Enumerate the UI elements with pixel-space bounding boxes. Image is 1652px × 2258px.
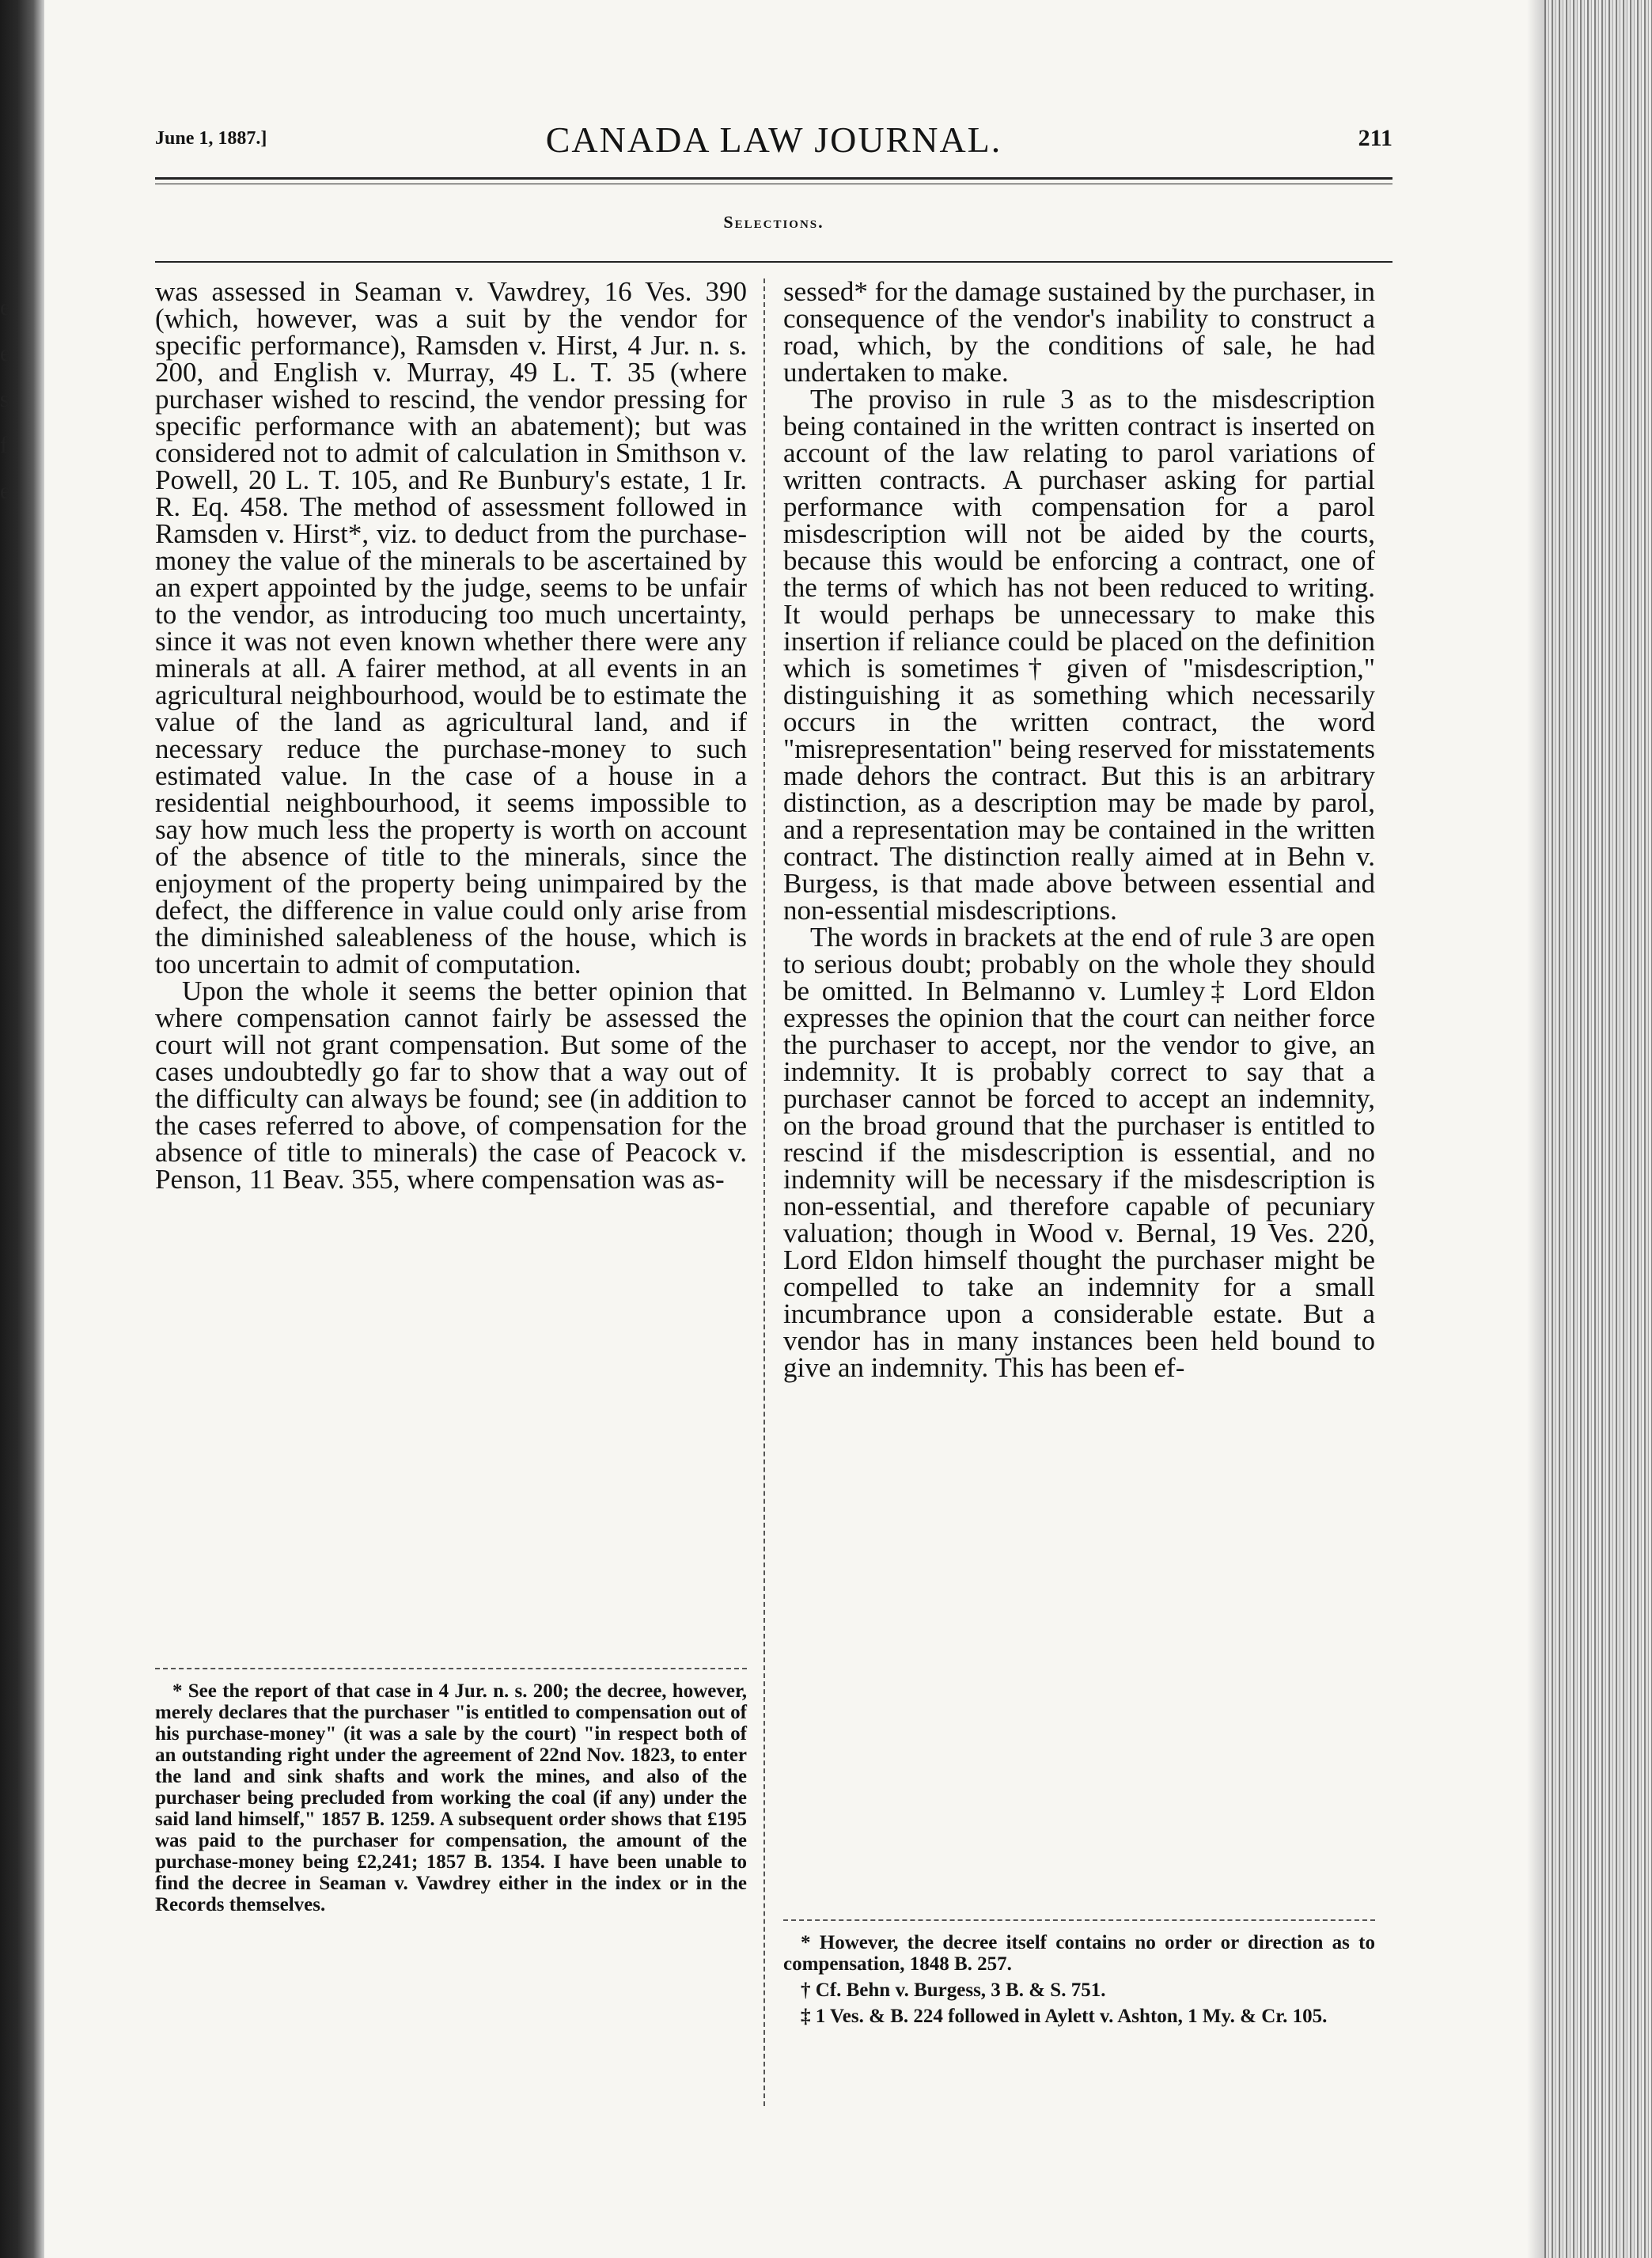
margin-mark: e [0,340,11,366]
body-paragraph: was assessed in Seaman v. Vawdrey, 16 Ves. 390 (which, however, was a suit by the vendor for specific performance), Ramsden v. Hirst, 4 Jur. n. s. 200, and English v. Murray, 49 L. T. 35 (where purchaser wished to rescind, the vendor pressing for specific performance with an abatement); but was considered not to admit of calculation in Smithson v. Powell, 20 L. T. 105, and Re Bunbury's estate, 1 Ir. R. Eq. 458. The method of assessment followed in Ramsden v. Hirst*, viz. to deduct from the purchase-money the value of the minerals to be ascertained by an expert appointed by the judge, seems to be unfair to the vendor, as introducing too much uncertainty, since it was not even known whether there were any minerals at all. A fairer method, at all events in an agricultural neighbourhood, would be to estimate the value of the land as agricultural land, and if necessary reduce the purchase-money to such estimated value. In the case of a house in a residential neighbourhood, it seems impossible to say how much less the property is worth on account of the absence of title to the minerals, since the enjoyment of the property being unimpaired by the defect, the difference in value could only arise from the diminished saleableness of the house, which is too uncertain to admit of computation. [155,276,747,979]
footnote-rule-right [783,1919,1375,1921]
scan-binding-edge-right [1544,0,1652,2258]
margin-mark: f [0,432,8,458]
footnote: * See the report of that case in 4 Jur. n. s. 200; the decree, however, merely declares that the purchaser "is entitled to compensation out of his purchase-money" (it was a sale by the court) "in respect both of an outstanding right under the agreement of 22nd Nov. 1823, to enter the land and sink shafts and work the mines, and also of the purchaser being precluded from working the coal (if any) under the said land himself," 1857 B. 1259. A subsequent order shows that £195 was paid to the purchaser for compensation, the amount of the purchase-money being £2,241; 1857 B. 1354. I have been unable to find the decree in Seaman v. Vawdrey either in the index or in the Records themselves. [155,1680,747,1915]
margin-mark: e [0,478,11,504]
footnotes-right [783,1932,1375,2032]
footnote-rule-left [155,1668,747,1669]
scan-edge-shadow-right [1527,0,1546,2258]
header-rule-thick [155,177,1392,180]
margin-marks [0,285,16,514]
footnote: * However, the decree itself contains no order or direction as to compensation, 1848 B. 257. [783,1932,1375,1975]
section-title: Selections. [723,212,824,232]
body-paragraph: Upon the whole it seems the better opinion that where compensation cannot fairly be assessed the court will not grant compensation. But some of the cases undoubtedly go far to show that a way out of the difficulty can always be found; see (in addition to the cases referred to above, of compensation for the absence of title to minerals) the case of Peacock v. Penson, 11 Beav. 355, where compensation was as- [155,976,747,1195]
page-number: 211 [1358,125,1392,151]
body-paragraph: The proviso in rule 3 as to the misdescription being contained in the written contract is inserted on account of the law relating to parol variations of written contracts. A purchaser asking for partial performance with compensation for a parol misdescription will not be aided by the courts, because this would be enforcing a contract, one of the terms of which has not been reduced to writing. It would perhaps be unnecessary to make this insertion if reliance could be placed on the definition which is sometimes† given of "misdescription," distinguishing it as something which necessarily occurs in the written contract, the word "misrepresentation" being reserved for misstatements made dehors the contract. But this is an arbitrary distinction, as a description may be made by parol, and a representation may be contained in the written contract. The distinction really aimed at in Behn v. Burgess, is that made above between essential and non-essential misdescriptions. [783,384,1375,926]
body-paragraph: The words in brackets at the end of rule 3 are open to serious doubt; probably on the whole they should be omitted. In Belmanno v. Lumley‡ Lord Eldon expresses the opinion that the court can neither force the purchaser to accept, nor the vendor to give, an indemnity. It is probably correct to say that a purchaser cannot be forced to accept an indemnity, on the broad ground that the purchaser is entitled to rescind if the misdescription is essential, and no indemnity will be necessary if the misdescription is non-essential, and therefore capable of pecuniary valuation; though in Wood v. Bernal, 19 Ves. 220, Lord Eldon himself thought the purchaser might be compelled to take an indemnity for a small incumbrance upon a considerable estate. But a vendor has in many instances been held bound to give an indemnity. This has been ef- [783,922,1375,1383]
column-divider [763,278,765,2106]
margin-mark: s [0,386,9,412]
issue-date: June 1, 1887.] [155,128,267,149]
footnote: † Cf. Behn v. Burgess, 3 B. & S. 751. [801,1980,1106,2001]
footnotes-left [155,1680,747,1920]
left-column [155,278,747,1193]
footnote: ‡ 1 Ves. & B. 224 followed in Aylett v. Ashton, 1 My. & Cr. 105. [801,2006,1328,2027]
section-rule [155,261,1392,263]
body-paragraph: sessed* for the damage sustained by the purchaser, in consequence of the vendor's inability to construct a road, which, by the conditions of sale, he had undertaken to make. [783,276,1375,388]
journal-title: CANADA LAW JOURNAL. [545,119,1002,160]
page-header [155,119,1392,158]
margin-mark: e [0,294,11,320]
right-column [783,278,1375,1381]
